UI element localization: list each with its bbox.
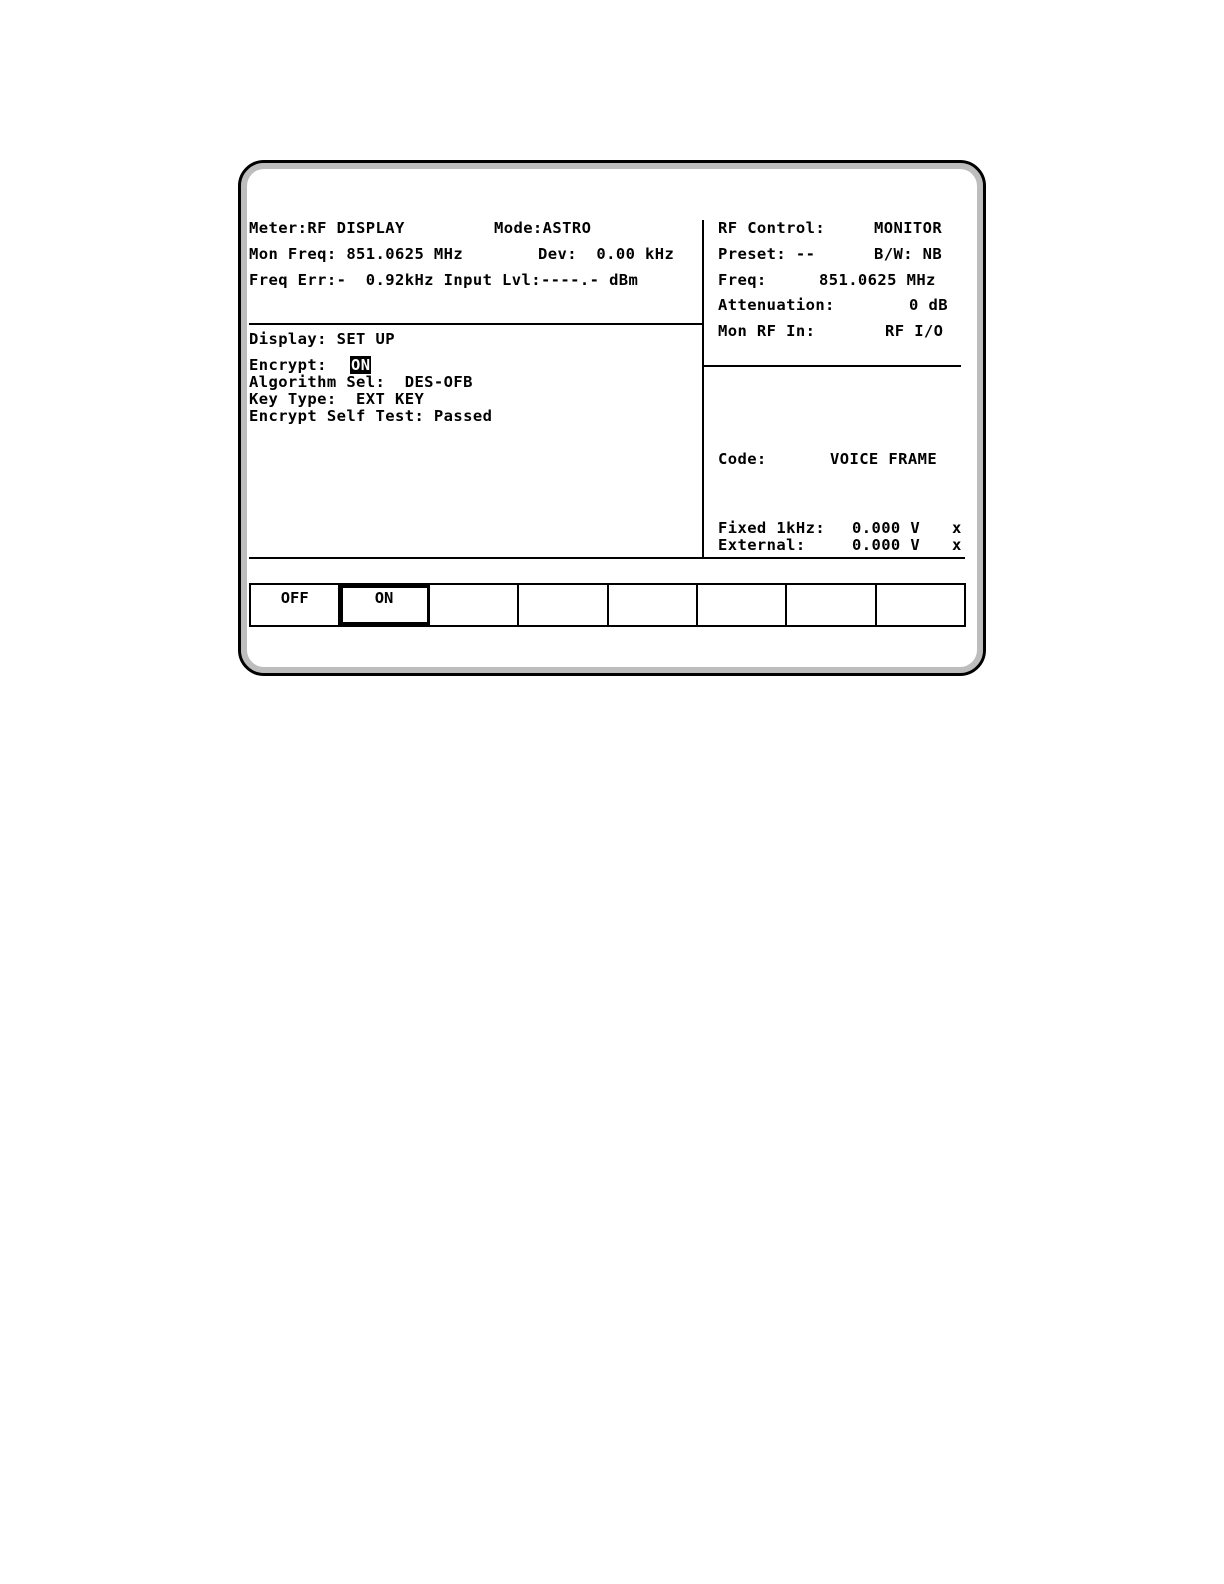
- freq-value[interactable]: 851.0625 MHz: [819, 271, 936, 289]
- preset-readout: Preset: --: [718, 245, 816, 263]
- softkey-4[interactable]: [519, 585, 608, 625]
- fixed-1khz-value: 0.000 V: [852, 519, 921, 537]
- freq-err-input-readout: Freq Err:- 0.92kHz Input Lvl:----.- dBm: [249, 271, 639, 289]
- bandwidth-readout: B/W: NB: [874, 245, 943, 263]
- mon-rf-in-label: Mon RF In:: [718, 322, 816, 340]
- softkey-5[interactable]: [609, 585, 698, 625]
- softkey-bar: [249, 583, 966, 627]
- freq-label: Freq:: [718, 271, 767, 289]
- softkey-off[interactable]: OFF: [251, 585, 340, 625]
- fixed-1khz-label: Fixed 1kHz:: [718, 519, 826, 537]
- encrypt-value[interactable]: ON: [351, 356, 371, 374]
- mode-label: Mode:ASTRO: [494, 219, 592, 237]
- code-value: VOICE FRAME: [830, 450, 938, 468]
- mon-freq-readout: Mon Freq: 851.0625 MHz: [249, 245, 464, 263]
- softkey-divider: [249, 557, 965, 559]
- algorithm-readout: Algorithm Sel: DES-OFB: [249, 373, 473, 391]
- attenuation-value[interactable]: 0 dB: [909, 296, 948, 314]
- vertical-divider: [702, 220, 704, 559]
- code-label: Code:: [718, 450, 767, 468]
- softkey-on[interactable]: ON: [340, 585, 429, 625]
- external-x: x: [952, 536, 962, 554]
- fixed-1khz-x: x: [952, 519, 962, 537]
- display-title: Display: SET UP: [249, 330, 395, 348]
- rf-control-value[interactable]: MONITOR: [874, 219, 943, 237]
- softkey-6[interactable]: [698, 585, 787, 625]
- dev-readout: Dev: 0.00 kHz: [538, 245, 675, 263]
- softkey-8[interactable]: [877, 585, 964, 625]
- external-label: External:: [718, 536, 806, 554]
- rf-control-divider: [704, 365, 961, 367]
- attenuation-label: Attenuation:: [718, 296, 835, 314]
- encrypt-field[interactable]: [350, 356, 371, 374]
- external-value: 0.000 V: [852, 536, 921, 554]
- key-type-readout: Key Type: EXT KEY: [249, 390, 425, 408]
- meter-label: Meter:RF DISPLAY: [249, 219, 405, 237]
- encrypt-label: Encrypt:: [249, 356, 327, 374]
- mon-rf-in-value[interactable]: RF I/O: [885, 322, 944, 340]
- self-test-readout: Encrypt Self Test: Passed: [249, 407, 493, 425]
- meter-divider: [249, 323, 702, 325]
- softkey-3[interactable]: [430, 585, 519, 625]
- rf-control-label: RF Control:: [718, 219, 826, 237]
- softkey-7[interactable]: [787, 585, 876, 625]
